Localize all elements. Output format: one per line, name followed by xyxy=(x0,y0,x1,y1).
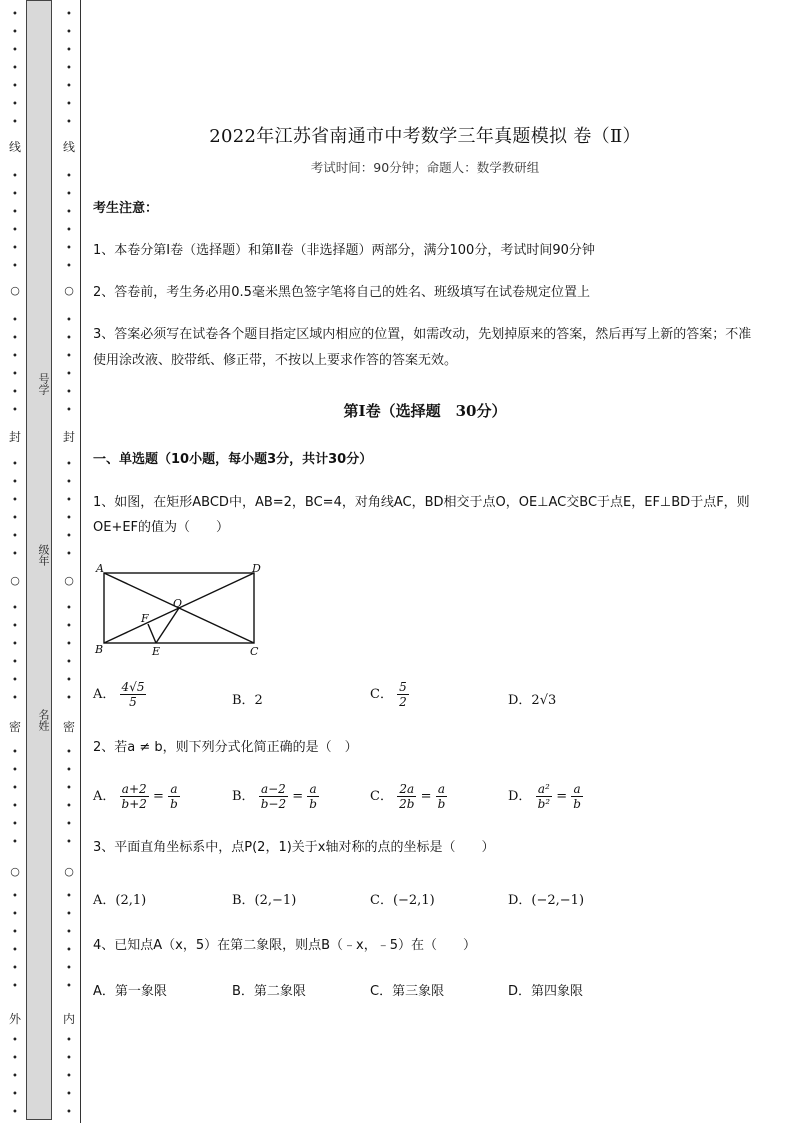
outer-margin-marker-4: ○ xyxy=(10,574,20,587)
inner-margin-dot: • xyxy=(66,531,72,542)
outer-margin-dot: • xyxy=(12,837,18,848)
q2-option-d-right-fraction xyxy=(571,782,583,811)
outer-margin-dot: • xyxy=(12,261,18,272)
question-4-text: 4、已知点A（x，5）在第二象限，则点B（﹣x，﹣5）在（ ） xyxy=(93,938,477,953)
inner-margin-dot: • xyxy=(66,387,72,398)
inner-margin-dot: • xyxy=(66,981,72,992)
q2-d-left-den: b² xyxy=(537,797,551,811)
outer-margin-dot: • xyxy=(12,189,18,200)
outer-margin-dot: • xyxy=(12,387,18,398)
inner-margin-dot: • xyxy=(66,99,72,110)
inner-margin-dot: • xyxy=(66,639,72,650)
inner-margin-marker-6: ○ xyxy=(64,865,74,878)
q1-option-c-fraction xyxy=(397,680,409,709)
outer-margin-dot: • xyxy=(12,675,18,686)
outer-margin-dot: • xyxy=(12,405,18,416)
outer-margin-dot: • xyxy=(12,1107,18,1118)
label-f: F xyxy=(141,612,149,625)
q2-option-b-left-fraction xyxy=(259,782,288,811)
outer-margin-marker-3: 封 xyxy=(9,430,22,444)
q2-option-c-left-fraction xyxy=(397,782,416,811)
inner-margin-dot: • xyxy=(66,333,72,344)
q2-option-c[interactable] xyxy=(370,782,447,811)
inner-margin-dot: • xyxy=(66,243,72,254)
inner-margin-dot: • xyxy=(66,1071,72,1082)
inner-margin-marker-4: ○ xyxy=(64,574,74,587)
inner-margin-dot: • xyxy=(66,63,72,74)
inner-margin-dot: • xyxy=(66,747,72,758)
q3-option-c[interactable]: C．(−2,1) xyxy=(370,893,435,908)
outer-margin-dot: • xyxy=(12,81,18,92)
q2-c-left-den: 2b xyxy=(399,797,415,811)
q2-b-equals: = xyxy=(292,789,304,804)
outer-margin-dot: • xyxy=(12,1053,18,1064)
q2-option-d-left-fraction xyxy=(536,782,553,811)
inner-margin-dot: • xyxy=(66,315,72,326)
inner-margin-dot: • xyxy=(66,909,72,920)
inner-margin-dot: • xyxy=(66,207,72,218)
inner-margin-dot: • xyxy=(66,819,72,830)
inner-margin-dot: • xyxy=(66,621,72,632)
inner-margin-dot: • xyxy=(66,1089,72,1100)
outer-margin-dot: • xyxy=(12,333,18,344)
inner-margin-dot: • xyxy=(66,1035,72,1046)
inner-margin-dot: • xyxy=(66,837,72,848)
inner-margin-marker-7: 内 xyxy=(63,1012,76,1026)
q2-c-right-den: b xyxy=(437,797,446,811)
inner-margin-dot: • xyxy=(66,1053,72,1064)
outer-margin-dot: • xyxy=(12,99,18,110)
part-heading: 一、单选题（10小题，每小题3分，共计30分） xyxy=(93,452,373,467)
q2-option-b[interactable] xyxy=(232,782,319,811)
q2-d-left-num: a² xyxy=(536,782,553,797)
inner-margin-dot: • xyxy=(66,171,72,182)
label-e: E xyxy=(152,645,161,658)
q2-a-right-num: a xyxy=(168,782,180,797)
inner-margin-dot: • xyxy=(66,963,72,974)
segment-ef xyxy=(148,624,156,643)
q2-option-a-right-fraction xyxy=(168,782,180,811)
inner-margin-dot: • xyxy=(66,675,72,686)
outer-margin-dot: • xyxy=(12,927,18,938)
inner-margin-dot: • xyxy=(66,9,72,20)
q4-option-a[interactable]: A．第一象限 xyxy=(93,984,167,999)
outer-margin-marker-1: 线 xyxy=(9,140,22,154)
inner-margin-dot: • xyxy=(66,801,72,812)
inner-margin-dot: • xyxy=(66,927,72,938)
question-1-text: 1、如图，在矩形ABCD中，AB=2，BC=4，对角线AC，BD相交于点O，OE⊥AC交BC于点E，EF⊥BD于点F，则OE+EF的值为（ ） xyxy=(93,495,750,535)
outer-margin-dot: • xyxy=(12,819,18,830)
outer-margin-dot: • xyxy=(12,639,18,650)
exam-subtitle: 考试时间：90分钟；命题人：数学教研组 xyxy=(310,160,540,175)
q3-option-a[interactable]: A．(2,1) xyxy=(93,893,147,908)
q3-option-d[interactable]: D．(−2,−1) xyxy=(508,893,585,908)
inner-margin-marker-2: ○ xyxy=(64,284,74,297)
outer-margin-dot: • xyxy=(12,891,18,902)
student-id-label: 号学 xyxy=(37,373,50,395)
outer-margin-marker-6: ○ xyxy=(10,865,20,878)
q2-option-d-prefix: D． xyxy=(508,789,532,804)
name-label: 名姓 xyxy=(37,709,50,731)
outer-margin-dot: • xyxy=(12,981,18,992)
outer-margin-dot: • xyxy=(12,369,18,380)
outer-margin-dot: • xyxy=(12,171,18,182)
inner-margin-dot: • xyxy=(66,1107,72,1118)
outer-margin-dot: • xyxy=(12,621,18,632)
exam-title: 2022年江苏省南通市中考数学三年真题模拟 卷（Ⅱ） xyxy=(209,126,641,147)
outer-margin-dot: • xyxy=(12,945,18,956)
outer-margin-marker-5: 密 xyxy=(9,720,22,734)
q2-option-d[interactable] xyxy=(508,782,583,811)
label-c: C xyxy=(250,645,259,658)
outer-margin-dot: • xyxy=(12,495,18,506)
q2-b-left-num: a−2 xyxy=(259,782,288,797)
inner-margin-dot: • xyxy=(66,765,72,776)
outer-margin-dot: • xyxy=(12,693,18,704)
q2-d-equals: = xyxy=(556,789,568,804)
q2-a-equals: = xyxy=(153,789,164,804)
inner-margin-dot: • xyxy=(66,261,72,272)
outer-margin-dot: • xyxy=(12,27,18,38)
outer-margin-dot: • xyxy=(12,747,18,758)
outer-margin-dot: • xyxy=(12,909,18,920)
inner-margin-dot: • xyxy=(66,369,72,380)
notice-item-1: 1、本卷分第I卷（选择题）和第Ⅱ卷（非选择题）两部分，满分100分，考试时间90分钟 xyxy=(93,243,595,258)
q2-d-right-den: b xyxy=(573,797,581,811)
inner-margin-dot: • xyxy=(66,693,72,704)
notice-item-3: 3、答案必须写在试卷各个题目指定区域内相应的位置，如需改动，先划掉原来的答案，然后再写上新的答案；不准使用涂改液、胶带纸、修正带，不按以上要求作答的答案无效。 xyxy=(93,327,752,368)
outer-margin-dot: • xyxy=(12,513,18,524)
inner-margin-marker-1: 线 xyxy=(63,140,76,154)
q2-option-b-prefix: B． xyxy=(232,789,255,804)
outer-margin-dot: • xyxy=(12,801,18,812)
outer-margin-dot: • xyxy=(12,531,18,542)
q1-option-c-denominator: 2 xyxy=(399,695,407,709)
inner-margin-dot: • xyxy=(66,117,72,128)
inner-margin-dot: • xyxy=(66,459,72,470)
inner-margin-dot: • xyxy=(66,405,72,416)
inner-margin-dot: • xyxy=(66,225,72,236)
outer-margin-dot: • xyxy=(12,243,18,254)
q1-option-d[interactable]: D．2√3 xyxy=(508,693,557,708)
outer-margin-dot: • xyxy=(12,225,18,236)
inner-margin-dot: • xyxy=(66,495,72,506)
label-d: D xyxy=(252,562,261,575)
q2-option-b-right-fraction xyxy=(307,782,319,811)
inner-margin-dot: • xyxy=(66,27,72,38)
outer-margin-dot: • xyxy=(12,1089,18,1100)
outer-margin-dot: • xyxy=(12,351,18,362)
q2-c-left-num: 2a xyxy=(397,782,416,797)
outer-margin-dot: • xyxy=(12,603,18,614)
inner-margin-dot: • xyxy=(66,549,72,560)
outer-dotted-column xyxy=(9,0,21,1123)
q2-d-right-num: a xyxy=(571,782,583,797)
outer-margin-dot: • xyxy=(12,459,18,470)
q1-option-a[interactable] xyxy=(93,680,146,709)
outer-margin-dot: • xyxy=(12,315,18,326)
outer-margin-dot: • xyxy=(12,9,18,20)
outer-margin-marker-7: 外 xyxy=(9,1012,22,1026)
rectangle-figure xyxy=(90,560,270,665)
outer-margin-dot: • xyxy=(12,45,18,56)
inner-margin-dot: • xyxy=(66,477,72,488)
inner-margin-dot: • xyxy=(66,81,72,92)
student-info-strip xyxy=(26,0,52,1120)
inner-margin-dot: • xyxy=(66,351,72,362)
grade-label: 级年 xyxy=(37,544,50,566)
notice-heading: 考生注意： xyxy=(93,201,159,216)
inner-margin-dot: • xyxy=(66,45,72,56)
inner-margin-dot: • xyxy=(66,513,72,524)
q2-b-right-den: b xyxy=(309,797,317,811)
outer-margin-dot: • xyxy=(12,1035,18,1046)
outer-margin-dot: • xyxy=(12,1071,18,1082)
outer-margin-dot: • xyxy=(12,477,18,488)
q1-option-a-fraction xyxy=(120,680,147,709)
inner-dotted-column xyxy=(63,0,75,1123)
question-2-text: 2、若a ≠ b，则下列分式化简正确的是（ ） xyxy=(93,740,358,755)
question-3-text: 3、平面直角坐标系中，点P(2，1)关于x轴对称的点的坐标是（ ） xyxy=(93,840,495,855)
label-o: O xyxy=(173,597,183,610)
q2-a-left-num: a+2 xyxy=(120,782,149,797)
q2-option-a-prefix: A． xyxy=(93,789,116,804)
margin-rule xyxy=(80,0,81,1123)
q4-option-d[interactable]: D．第四象限 xyxy=(508,984,584,999)
q4-option-b[interactable]: B．第二象限 xyxy=(232,984,306,999)
q4-option-c[interactable]: C．第三象限 xyxy=(370,984,445,999)
outer-margin-dot: • xyxy=(12,783,18,794)
outer-margin-dot: • xyxy=(12,765,18,776)
outer-margin-dot: • xyxy=(12,207,18,218)
q2-a-left-den: b+2 xyxy=(121,797,147,811)
section-title: 第Ⅰ卷（选择题 30分） xyxy=(343,402,507,420)
label-a: A xyxy=(96,562,104,575)
inner-margin-dot: • xyxy=(66,945,72,956)
outer-margin-dot: • xyxy=(12,549,18,560)
q1-option-a-prefix: A． xyxy=(93,687,116,702)
inner-margin-dot: • xyxy=(66,891,72,902)
q2-option-c-right-fraction xyxy=(436,782,448,811)
outer-margin-dot: • xyxy=(12,63,18,74)
q2-a-right-den: b xyxy=(170,797,178,811)
q1-option-b[interactable]: B．2 xyxy=(232,693,263,708)
q1-option-c-prefix: C． xyxy=(370,687,393,702)
q2-b-right-num: a xyxy=(307,782,319,797)
inner-margin-dot: • xyxy=(66,783,72,794)
q1-option-c[interactable] xyxy=(370,680,409,709)
q1-option-a-numerator: 4√5 xyxy=(121,680,145,694)
q2-c-equals: = xyxy=(420,789,432,804)
outer-margin-dot: • xyxy=(12,963,18,974)
q3-option-b[interactable]: B．(2,−1) xyxy=(232,893,297,908)
q1-option-c-numerator: 5 xyxy=(399,680,407,694)
q2-b-left-den: b−2 xyxy=(260,797,287,811)
notice-item-2: 2、答卷前，考生务必用0.5毫米黑色签字笔将自己的姓名、班级填写在试卷规定位置上 xyxy=(93,285,590,300)
inner-margin-marker-3: 封 xyxy=(63,430,76,444)
inner-margin-dot: • xyxy=(66,189,72,200)
q2-option-a-left-fraction xyxy=(120,782,149,811)
inner-margin-dot: • xyxy=(66,657,72,668)
outer-margin-dot: • xyxy=(12,117,18,128)
inner-margin-marker-5: 密 xyxy=(63,720,76,734)
q2-option-a[interactable] xyxy=(93,782,180,811)
q2-option-c-prefix: C． xyxy=(370,789,393,804)
q1-option-a-denominator: 5 xyxy=(129,695,137,709)
label-b: B xyxy=(95,643,104,656)
outer-margin-dot: • xyxy=(12,657,18,668)
q2-c-right-num: a xyxy=(436,782,448,797)
outer-margin-marker-2: ○ xyxy=(10,284,20,297)
inner-margin-dot: • xyxy=(66,603,72,614)
